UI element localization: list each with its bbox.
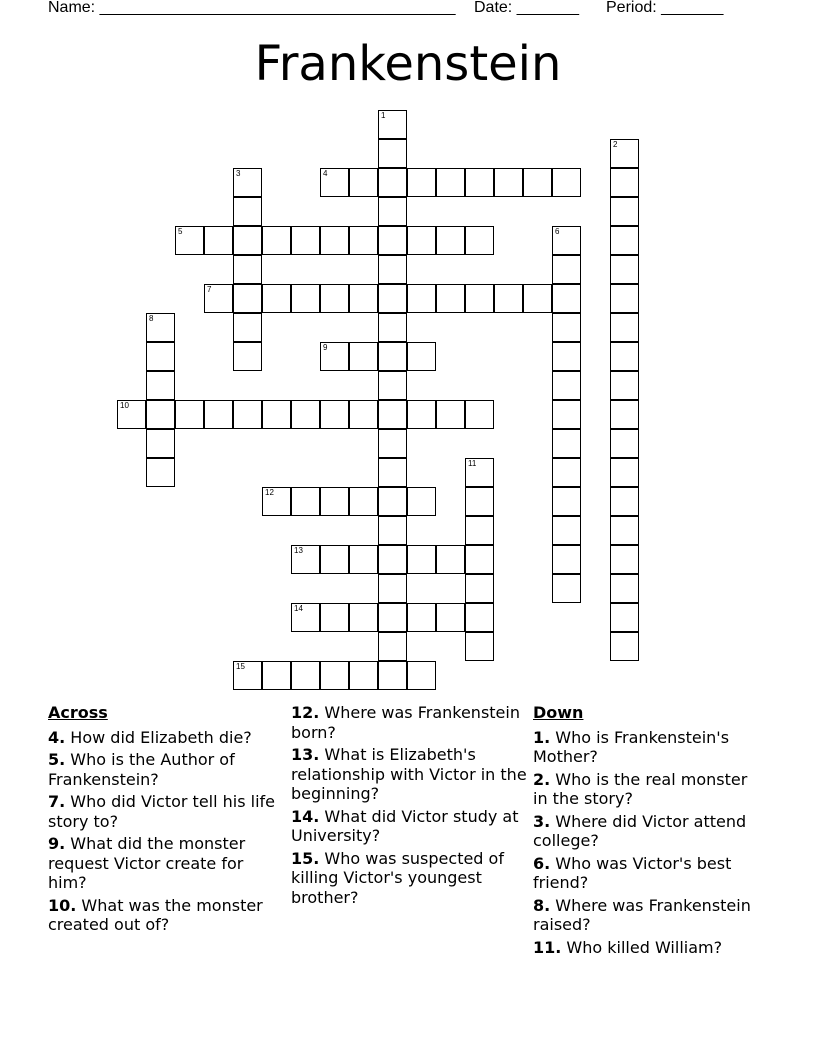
down-heading: Down xyxy=(533,703,584,722)
crossword-cell[interactable] xyxy=(610,400,639,429)
clue-number: 11 xyxy=(468,459,477,468)
crossword-cell[interactable] xyxy=(465,458,494,487)
across-heading: Across xyxy=(48,703,108,722)
crossword-cell[interactable] xyxy=(465,603,494,632)
crossword-cell[interactable] xyxy=(552,226,581,255)
crossword-cell[interactable] xyxy=(349,545,378,574)
crossword-cell[interactable] xyxy=(233,400,262,429)
crossword-cell[interactable] xyxy=(291,400,320,429)
crossword-cell[interactable] xyxy=(552,400,581,429)
clue-down-11: 11. Who killed William? xyxy=(533,937,723,957)
crossword-cell[interactable] xyxy=(146,458,175,487)
crossword-cell[interactable] xyxy=(320,661,349,690)
crossword-cell[interactable] xyxy=(552,313,581,342)
crossword-cell[interactable] xyxy=(523,284,552,313)
crossword-cell[interactable] xyxy=(610,429,639,458)
across-clues xyxy=(48,703,278,938)
clue-across-7: 7. Who did Victor tell his life story to? xyxy=(48,792,276,831)
crossword-cell[interactable] xyxy=(378,487,407,516)
crossword-cell[interactable] xyxy=(146,342,175,371)
crossword-cell[interactable] xyxy=(262,487,291,516)
clue-number: 8 xyxy=(149,314,154,323)
crossword-cell[interactable] xyxy=(349,661,378,690)
crossword-cell[interactable] xyxy=(349,400,378,429)
crossword-cell[interactable] xyxy=(378,226,407,255)
crossword-cell[interactable] xyxy=(378,603,407,632)
crossword-cell[interactable] xyxy=(233,255,262,284)
crossword-cell[interactable] xyxy=(146,400,175,429)
crossword-cell[interactable] xyxy=(610,603,639,632)
crossword-cell[interactable] xyxy=(436,284,465,313)
crossword-cell[interactable] xyxy=(610,168,639,197)
crossword-cell[interactable] xyxy=(465,545,494,574)
crossword-cell[interactable] xyxy=(233,284,262,313)
crossword-cell[interactable] xyxy=(610,487,639,516)
crossword-cell[interactable] xyxy=(204,284,233,313)
crossword-cell[interactable] xyxy=(204,400,233,429)
crossword-cell[interactable] xyxy=(552,545,581,574)
crossword-cell[interactable] xyxy=(465,574,494,603)
crossword-cell[interactable] xyxy=(204,226,233,255)
crossword-cell[interactable] xyxy=(378,110,407,139)
clue-across-10: 10. What was the monster created out of? xyxy=(48,895,263,934)
crossword-cell[interactable] xyxy=(378,139,407,168)
crossword-cell[interactable] xyxy=(262,284,291,313)
clue-across-13: 13. What is Elizabeth's relationship with Victor in the beginning? xyxy=(291,745,527,803)
crossword-cell[interactable] xyxy=(262,226,291,255)
crossword-cell[interactable] xyxy=(349,284,378,313)
crossword-cell[interactable] xyxy=(610,313,639,342)
crossword-cell[interactable] xyxy=(349,342,378,371)
crossword-cell[interactable] xyxy=(552,342,581,371)
crossword-cell[interactable] xyxy=(233,313,262,342)
clue-down-2: 2. Who is the real monster in the story? xyxy=(533,769,748,808)
crossword-cell[interactable] xyxy=(378,168,407,197)
crossword-cell[interactable] xyxy=(378,458,407,487)
clue-across-12: 12. Where was Frankenstein born? xyxy=(291,703,520,742)
crossword-cell[interactable] xyxy=(436,226,465,255)
crossword-cell[interactable] xyxy=(378,313,407,342)
clue-number: 14 xyxy=(294,604,303,613)
name-field[interactable]: Name: ________________________________________ xyxy=(48,0,456,16)
crossword-cell[interactable] xyxy=(262,400,291,429)
crossword-cell[interactable] xyxy=(320,545,349,574)
crossword-cell[interactable] xyxy=(378,284,407,313)
clue-number: 15 xyxy=(236,662,245,671)
crossword-cell[interactable] xyxy=(291,661,320,690)
crossword-cell[interactable] xyxy=(262,661,291,690)
crossword-cell[interactable] xyxy=(233,197,262,226)
crossword-cell[interactable] xyxy=(407,168,436,197)
crossword-cell[interactable] xyxy=(233,342,262,371)
crossword-cell[interactable] xyxy=(378,255,407,284)
crossword-cell[interactable] xyxy=(320,603,349,632)
clue-number: 12 xyxy=(265,488,274,497)
clue-down-3: 3. Where did Victor attend college? xyxy=(533,811,747,850)
crossword-cell[interactable] xyxy=(610,226,639,255)
crossword-cell[interactable] xyxy=(378,661,407,690)
crossword-cell[interactable] xyxy=(610,139,639,168)
crossword-cell[interactable] xyxy=(146,371,175,400)
crossword-cell[interactable] xyxy=(610,197,639,226)
crossword-cell[interactable] xyxy=(465,516,494,545)
crossword-cell[interactable] xyxy=(378,197,407,226)
clue-across-5: 5. Who is the Author of Frankenstein? xyxy=(48,750,235,789)
crossword-cell[interactable] xyxy=(610,458,639,487)
crossword-cell[interactable] xyxy=(320,487,349,516)
crossword-cell[interactable] xyxy=(494,168,523,197)
clue-number: 6 xyxy=(555,227,560,236)
across-clues-continued xyxy=(291,703,529,910)
crossword-cell[interactable] xyxy=(436,400,465,429)
clue-across-15: 15. Who was suspected of killing Victor's youngest brother? xyxy=(291,848,504,907)
crossword-cell[interactable] xyxy=(378,516,407,545)
crossword-cell[interactable] xyxy=(436,603,465,632)
crossword-cell[interactable] xyxy=(407,342,436,371)
crossword-cell[interactable] xyxy=(407,545,436,574)
crossword-cell[interactable] xyxy=(320,226,349,255)
crossword-cell[interactable] xyxy=(552,516,581,545)
down-clues xyxy=(533,703,763,960)
crossword-cell[interactable] xyxy=(349,603,378,632)
crossword-cell[interactable] xyxy=(407,226,436,255)
clue-number: 7 xyxy=(207,285,212,294)
crossword-cell[interactable] xyxy=(610,371,639,400)
clue-across-4: 4. How did Elizabeth die? xyxy=(48,727,252,747)
crossword-cell[interactable] xyxy=(552,487,581,516)
clue-number: 10 xyxy=(120,401,129,410)
crossword-cell[interactable] xyxy=(291,226,320,255)
crossword-cell[interactable] xyxy=(291,487,320,516)
crossword-cell[interactable] xyxy=(146,429,175,458)
crossword-cell[interactable] xyxy=(552,371,581,400)
crossword-cell[interactable] xyxy=(175,400,204,429)
crossword-cell[interactable] xyxy=(407,400,436,429)
crossword-cell[interactable] xyxy=(407,603,436,632)
crossword-cell[interactable] xyxy=(465,168,494,197)
crossword-cell[interactable] xyxy=(320,342,349,371)
crossword-cell[interactable] xyxy=(320,284,349,313)
crossword-cell[interactable] xyxy=(552,168,581,197)
crossword-cell[interactable] xyxy=(378,342,407,371)
crossword-cell[interactable] xyxy=(146,313,175,342)
page-title: Frankenstein xyxy=(254,36,562,92)
crossword-cell[interactable] xyxy=(378,545,407,574)
crossword-cell[interactable] xyxy=(407,661,436,690)
crossword-cell[interactable] xyxy=(610,255,639,284)
crossword-cell[interactable] xyxy=(378,371,407,400)
crossword-cell[interactable] xyxy=(610,545,639,574)
crossword-cell[interactable] xyxy=(436,545,465,574)
crossword-cell[interactable] xyxy=(465,632,494,661)
crossword-cell[interactable] xyxy=(291,545,320,574)
clue-number: 5 xyxy=(178,227,183,236)
crossword-cell[interactable] xyxy=(610,516,639,545)
clue-down-6: 6. Who was Victor's best friend? xyxy=(533,853,732,892)
crossword-cell[interactable] xyxy=(436,168,465,197)
clue-number: 3 xyxy=(236,169,241,178)
crossword-cell[interactable] xyxy=(552,284,581,313)
date-field[interactable]: Date: _______ xyxy=(474,0,579,16)
crossword-cell[interactable] xyxy=(552,458,581,487)
crossword-cell[interactable] xyxy=(552,255,581,284)
clue-down-1: 1. Who is Frankenstein's Mother? xyxy=(533,727,730,766)
crossword-cell[interactable] xyxy=(407,284,436,313)
crossword-cell[interactable] xyxy=(233,168,262,197)
crossword-cell[interactable] xyxy=(552,574,581,603)
crossword-cell[interactable] xyxy=(320,168,349,197)
crossword-cell[interactable] xyxy=(407,487,436,516)
clue-number: 2 xyxy=(613,140,618,149)
crossword-cell[interactable] xyxy=(378,429,407,458)
crossword-cell[interactable] xyxy=(378,574,407,603)
crossword-cell[interactable] xyxy=(610,632,639,661)
crossword-cell[interactable] xyxy=(117,400,146,429)
crossword-cell[interactable] xyxy=(320,400,349,429)
crossword-cell[interactable] xyxy=(494,284,523,313)
period-field[interactable]: Period: _______ xyxy=(606,0,724,16)
crossword-cell[interactable] xyxy=(349,226,378,255)
crossword-cell[interactable] xyxy=(291,284,320,313)
clue-across-9: 9. What did the monster request Victor create for him? xyxy=(48,834,246,892)
crossword-cell[interactable] xyxy=(465,284,494,313)
crossword-cell[interactable] xyxy=(233,226,262,255)
clue-number: 4 xyxy=(323,169,328,178)
crossword-cell[interactable] xyxy=(610,342,639,371)
crossword-cell[interactable] xyxy=(610,284,639,313)
crossword-cell[interactable] xyxy=(233,661,262,690)
crossword-cell[interactable] xyxy=(378,632,407,661)
crossword-cell[interactable] xyxy=(175,226,204,255)
crossword-cell[interactable] xyxy=(610,574,639,603)
clue-across-14: 14. What did Victor study at University? xyxy=(291,806,519,845)
crossword-cell[interactable] xyxy=(465,487,494,516)
clue-number: 13 xyxy=(294,546,303,555)
crossword-cell[interactable] xyxy=(465,400,494,429)
crossword-cell[interactable] xyxy=(523,168,552,197)
crossword-cell[interactable] xyxy=(291,603,320,632)
crossword-cell[interactable] xyxy=(378,400,407,429)
crossword-cell[interactable] xyxy=(552,429,581,458)
crossword-cell[interactable] xyxy=(465,226,494,255)
clue-number: 9 xyxy=(323,343,328,352)
crossword-cell[interactable] xyxy=(349,487,378,516)
clue-number: 1 xyxy=(381,111,386,120)
crossword-cell[interactable] xyxy=(349,168,378,197)
clue-down-8: 8. Where was Frankenstein raised? xyxy=(533,895,751,934)
